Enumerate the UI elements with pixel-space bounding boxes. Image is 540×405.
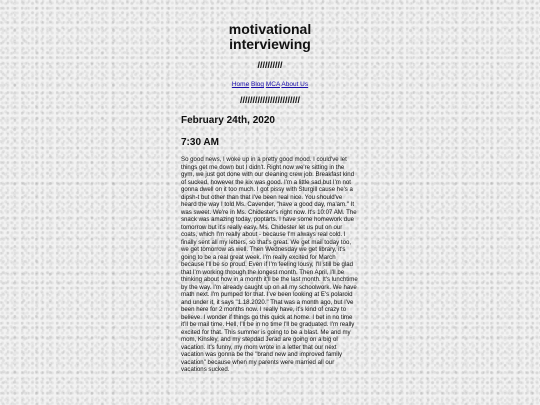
blog-page bbox=[180, 22, 360, 374]
nav-divider: //////////////////////// bbox=[239, 95, 300, 105]
nav-link-blog[interactable]: Blog bbox=[251, 81, 265, 88]
nav-link-mca[interactable]: MCA bbox=[265, 81, 280, 88]
title-divider: ////////// bbox=[257, 60, 283, 70]
site-title bbox=[180, 22, 360, 52]
post-date: February 24th, 2020 bbox=[181, 115, 275, 126]
post-time: 7:30 AM bbox=[181, 137, 219, 148]
nav-link-home[interactable]: Home bbox=[231, 81, 250, 88]
post-body: So good news, I woke up in a pretty good mood. I could've let things get me down but I didn't. Right now we're sitting in the gym, we just got done with our cleaning crew job. Breakfast kind of sucked, however the kix was good. I'm a little sad but I'm not gonna dwell on it too much. I got pissy with Sturgill cause he's a dipsh-t but other than that I've been real nice. You should've heard the way I told Ms. Cavender, "have a good day, ma'am." It was sweet. We're in Ms. Chidester's right now. It's 10:07 AM. The snack was amazing today, poptarts. I have some homework due tomorrow but it's really easy. Ms. Chidester let us put on our coats, which I'm really about - because I'm always real cold. I finally sent all my letters, so that's great. We get mail today too, we get tomorrow as well. Then Wednesday we get library, it's going to be a real great week. I'm really excited for March because I'll be so proud. Even if I'm feeling lousy, I'll still be glad that I'm working through the longest month. Then April, I'll be thinking about how in a month it'll be the last month. It's lunchtime by the way. I'm already caught up on all my schoolwork. We have math next. I'm pumped for that. I've been looking at E's polaroid and under it, it says "1.18.2020." That was a month ago, but I've been here for 2 months now. I really have, it's kind of crazy to believe. I wonder if things go this quick at home. I bet in no time it'll be mail time. Hell, I'll be in no time I'll be graduated. I'm really excited for that. This summer is going to be a blast. Me and my mom, Kinsley, and my stepdad Jerad are going on a big ol vacation. It's funny, my mom wrote in a letter that our next vacation was gonna be the "brand new and improved family vacation" because when my parents were married all our vacations sucked. bbox=[181, 156, 358, 373]
site-title-line-2: interviewing bbox=[229, 36, 311, 52]
site-title-line-1: motivational bbox=[228, 21, 312, 37]
nav-link-about-us[interactable]: About Us bbox=[281, 81, 309, 88]
main-nav bbox=[180, 81, 360, 88]
